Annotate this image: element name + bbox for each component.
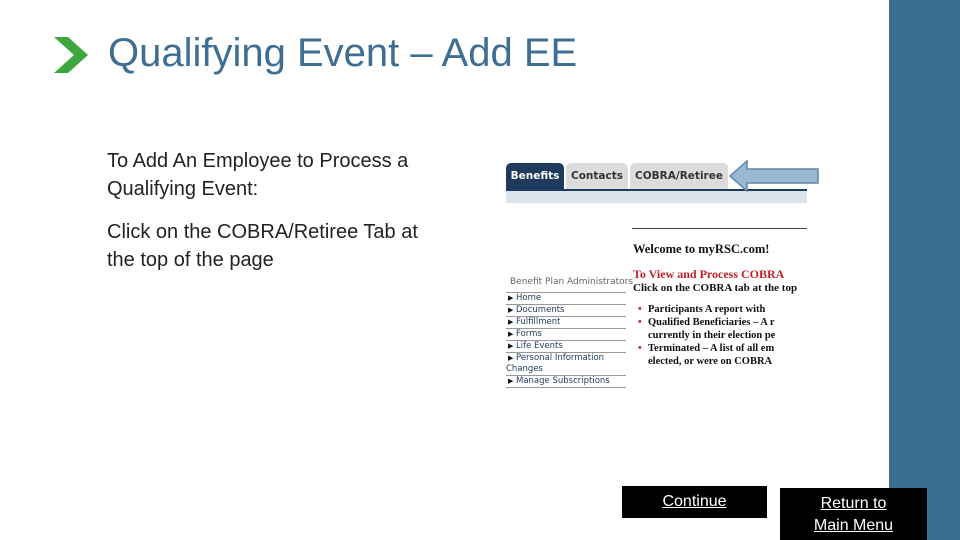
list-item: [638, 316, 775, 329]
tab-cobra-retiree: COBRA/Retiree: [630, 163, 728, 189]
triangle-right-icon: ▶: [508, 377, 514, 385]
right-sidebar-bar: [889, 0, 960, 540]
page-title: Qualifying Event – Add EE: [108, 31, 578, 75]
left-arrow-callout-icon: [729, 160, 819, 192]
triangle-right-icon: ▶: [508, 318, 514, 326]
continue-button[interactable]: Continue: [622, 486, 767, 518]
menu-item-personal-information: ▶ Personal Information Changes: [506, 353, 626, 376]
bullet-dot-icon: •: [638, 343, 642, 354]
list-item-text: Qualified Beneficiaries – A r: [648, 317, 775, 328]
instruction-text-1: To Add An Employee to Process a Qualifying Event:: [107, 150, 409, 200]
triangle-right-icon: ▶: [508, 354, 514, 362]
list-item: [648, 355, 775, 368]
menu-item-home: ▶ Home: [506, 293, 626, 305]
screenshot-sidebar-menu: [506, 292, 626, 388]
return-to-main-menu-button[interactable]: [780, 488, 927, 540]
menu-item-documents: ▶ Documents: [506, 305, 626, 317]
instruction-text-2: Click on the COBRA/Retiree Tab at the top of the page: [107, 221, 418, 271]
triangle-right-icon: ▶: [508, 306, 514, 314]
return-button-line-1: Return to: [820, 495, 887, 512]
menu-item-fulfillment: ▶ Fulfillment: [506, 317, 626, 329]
list-item: [638, 303, 775, 316]
list-item: [648, 329, 775, 342]
triangle-right-icon: ▶: [508, 330, 514, 338]
triangle-right-icon: ▶: [508, 342, 514, 350]
chevron-right-icon: [54, 37, 88, 73]
menu-item-life-events: ▶ Life Events: [506, 341, 626, 353]
screenshot-divider: [632, 228, 807, 229]
return-button-line-2: Main Menu: [813, 517, 894, 534]
screenshot-bullet-list: [638, 303, 776, 368]
screenshot-cobra-instruction: Click on the COBRA tab at the top: [633, 282, 798, 294]
tab-contacts: Contacts: [566, 163, 628, 189]
triangle-right-icon: ▶: [508, 294, 514, 302]
embedded-screenshot: [506, 161, 807, 388]
list-item-text: elected, or were on COBRA: [648, 356, 773, 367]
screenshot-sidebar-title: Benefit Plan Administrators: [510, 277, 634, 287]
list-item-text: currently in their election pe: [648, 330, 776, 341]
screenshot-welcome: Welcome to myRSC.com!: [633, 242, 770, 256]
screenshot-heading: To View and Process COBRA: [633, 267, 785, 281]
menu-item-manage-subscriptions: ▶ Manage Subscriptions: [506, 376, 626, 388]
menu-item-forms: ▶ Forms: [506, 329, 626, 341]
list-item-text: Terminated – A list of all em: [648, 343, 775, 354]
bullet-dot-icon: •: [638, 304, 642, 315]
bullet-dot-icon: •: [638, 317, 642, 328]
list-item: [638, 342, 775, 355]
tab-benefits: Benefits: [506, 163, 564, 189]
list-item-text: Participants A report with: [648, 304, 766, 315]
